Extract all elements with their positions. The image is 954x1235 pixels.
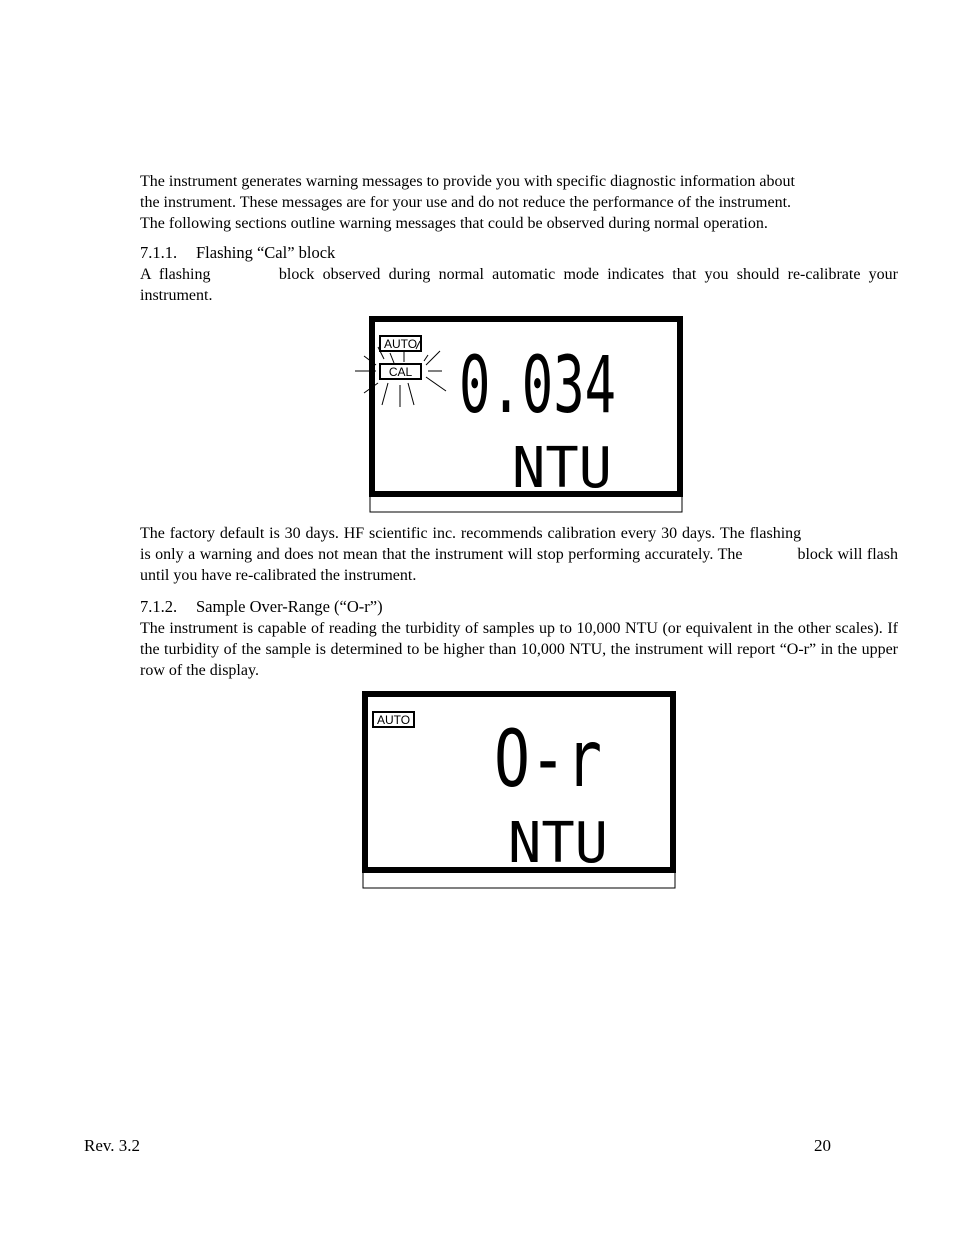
cal-paragraph-2-part3: block will flash until you have re-calibrated the instrument. [140, 546, 898, 584]
section-title-or: Sample Over-Range (“O-r”) [196, 597, 383, 616]
cal-paragraph-1-start: A flashing [140, 266, 211, 283]
auto-badge [380, 336, 421, 351]
lcd-display-cal [352, 315, 684, 514]
cal-paragraph-2-part1: The factory default is 30 days. HF scientific inc. recommends calibration every 30 days. The flashing [140, 525, 802, 542]
lcd-unit-or: NTU [508, 811, 608, 876]
intro-line-2: the instrument. These messages are for your use and do not reduce the performance of the instrument. [140, 194, 792, 211]
cal-badge-label: CAL [388, 365, 413, 379]
or-paragraph: The instrument is capable of reading the turbidity of samples up to 10,000 NTU (or equivalent in the other scales). If the turbidity of the sample is determined to be higher than 10,000 NTU, the instrument will report “O-r” in the upper row of the display. [140, 620, 898, 679]
auto-badge-or-label: AUTO [376, 713, 411, 727]
intro-paragraph [140, 171, 898, 234]
footer-page-number: 20 [814, 1136, 831, 1155]
intro-line-1: The instrument generates warning messages to provide you with specific diagnostic information about [140, 173, 795, 190]
intro-line-3: The following sections outline warning messages that could be observed during normal operation. [140, 215, 768, 232]
cal-paragraph-1 [140, 264, 898, 306]
section-number-or: 7.1.2. [140, 597, 178, 616]
footer-revision: Rev. 3.2 [84, 1136, 141, 1155]
cal-paragraph-2 [140, 523, 898, 586]
section-heading-or [140, 597, 383, 617]
cal-paragraph-1-rest: block observed during normal automatic mode indicates that you should re-calibrate your instrument. [140, 266, 898, 304]
lcd-reading-cal: 0.034 [459, 341, 616, 431]
section-heading-cal [140, 243, 335, 263]
auto-badge-or [373, 712, 414, 727]
lcd-reading-or: O-r [494, 715, 602, 805]
lcd-display-or [362, 690, 677, 889]
cal-paragraph-2-part2: is only a warning and does not mean that the instrument will stop performing accurately. The [140, 546, 743, 563]
lcd-unit-cal: NTU [512, 436, 612, 501]
section-title-cal: Flashing “Cal” block [196, 243, 336, 262]
section-number-cal: 7.1.1. [140, 243, 178, 262]
cal-badge [380, 364, 421, 379]
auto-badge-label: AUTO [383, 337, 418, 351]
